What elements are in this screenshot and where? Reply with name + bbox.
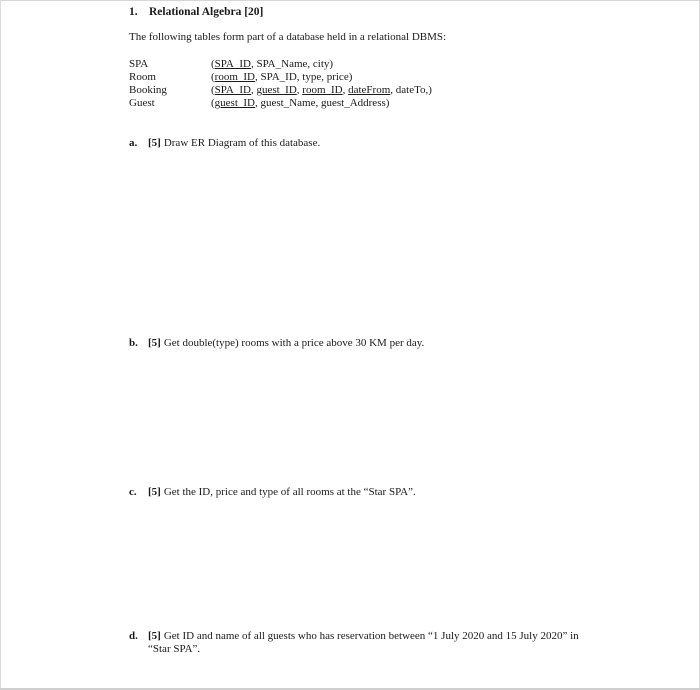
question-marks: [5]	[148, 137, 161, 149]
question-text: Get double(type) rooms with a price above 30 KM per day.	[163, 337, 425, 349]
table-name-guest: Guest	[129, 97, 155, 109]
page-edge-left	[0, 0, 1, 690]
table-name-spa: SPA	[129, 58, 149, 70]
intro-text: The following tables form part of a database held in a relational DBMS:	[129, 31, 447, 43]
paren-open: (	[211, 97, 215, 109]
table-attrs-guest	[211, 97, 389, 110]
table-attrs-spa	[211, 58, 333, 71]
attr-sep: ,	[342, 84, 349, 96]
primary-key: dateFrom	[348, 84, 391, 96]
primary-key: guest_ID	[256, 84, 297, 96]
question-label: b.	[129, 337, 138, 349]
table-attrs-room	[211, 71, 352, 84]
paren-open: (	[211, 71, 215, 83]
question-text: Get the ID, price and type of all rooms at the “Star SPA”.	[163, 486, 416, 498]
question-marks: [5]	[148, 486, 161, 498]
paren-open: (	[211, 58, 215, 70]
question-label: a.	[129, 137, 138, 149]
section-title	[129, 6, 263, 19]
question-marks: [5]	[148, 630, 161, 642]
table-name-room: Room	[129, 71, 156, 83]
question-d	[129, 630, 579, 643]
section-number: 1.	[129, 6, 138, 18]
table-attrs-booking	[211, 84, 432, 97]
primary-key: SPA_ID	[214, 58, 251, 70]
attr-rest: , dateTo,)	[390, 84, 432, 96]
attr-rest: , guest_Name, guest_Address)	[255, 97, 390, 109]
attr-rest: , SPA_Name, city)	[250, 58, 334, 70]
question-text: Draw ER Diagram of this database.	[163, 137, 321, 149]
table-name-booking: Booking	[129, 84, 167, 96]
primary-key: room_ID	[214, 71, 255, 83]
question-marks: [5]	[148, 337, 161, 349]
question-c	[129, 486, 416, 499]
question-label: d.	[129, 630, 138, 642]
page-edge-top	[0, 0, 700, 1]
primary-key: SPA_ID	[214, 84, 251, 96]
attr-sep: ,	[250, 84, 257, 96]
primary-key: guest_ID	[214, 97, 255, 109]
attr-rest: , SPA_ID, type, price)	[255, 71, 353, 83]
question-label: c.	[129, 486, 137, 498]
question-text: Get ID and name of all guests who has reservation between “1 July 2020 and 15 July 2020” in	[163, 630, 579, 642]
question-d-continued: “Star SPA”.	[148, 643, 201, 655]
primary-key: room_ID	[302, 84, 343, 96]
question-b	[129, 337, 424, 350]
attr-sep: ,	[296, 84, 303, 96]
section-title-text: Relational Algebra [20]	[149, 6, 264, 18]
question-a	[129, 137, 320, 150]
paren-open: (	[211, 84, 215, 96]
